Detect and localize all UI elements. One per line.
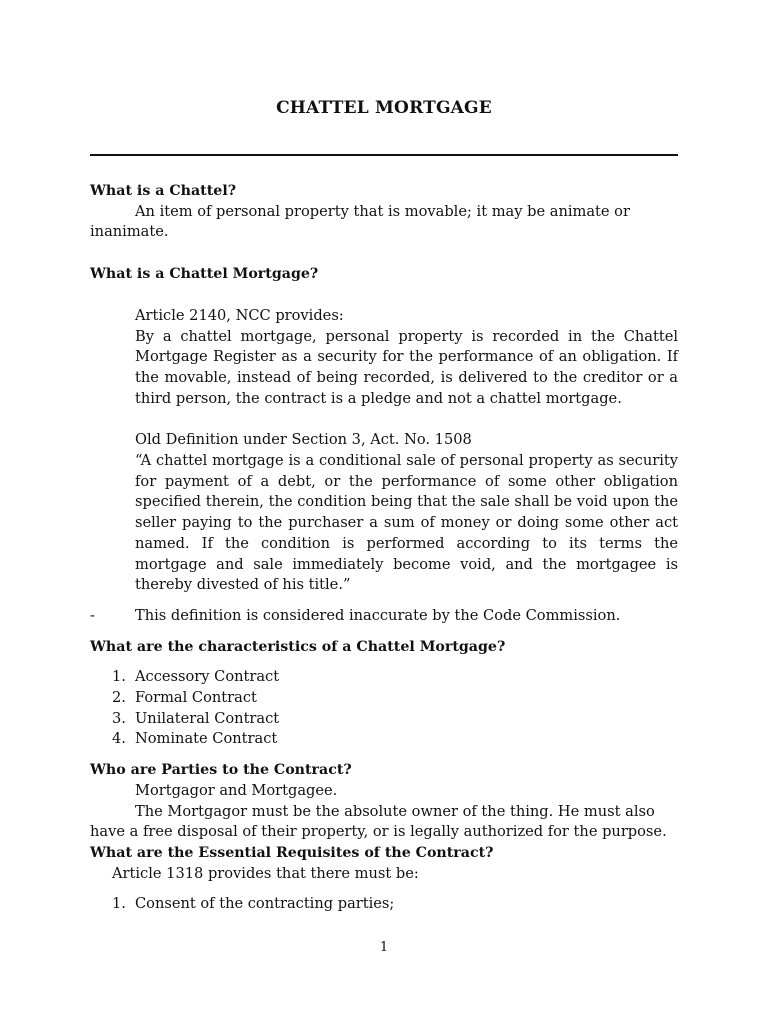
- old-definition-label: Old Definition under Section 3, Act. No. 1508: [135, 431, 472, 449]
- old-definition-block: [90, 430, 678, 596]
- list-item-text: Accessory Contract: [135, 668, 280, 686]
- chattel-definition: An item of personal property that is movable; it may be animate or inanimate.: [90, 202, 630, 241]
- list-item-text: Nominate Contract: [135, 730, 278, 748]
- heading-parties: Who are Parties to the Contract?: [90, 762, 352, 779]
- article-2140-text: By a chattel mortgage, personal property is recorded in the Chattel Mortgage Register as a security for the performance of an obligation. If the movable, instead of being recorded, is delivered to the creditor or a third person, the contract is a pledge and not a chattel mortgage.: [135, 327, 678, 407]
- document-title: CHATTEL MORTGAGE: [276, 98, 492, 118]
- heading-characteristics: What are the characteristics of a Chattel Mortgage?: [90, 638, 506, 655]
- note-dash: -: [90, 606, 95, 624]
- article-2140-block: [90, 306, 678, 410]
- list-item-number: 2.: [112, 689, 126, 707]
- old-definition-text: “A chattel mortgage is a conditional sale of personal property as security for payment of a debt, or the performance of some other obligation specified therein, the condition being that the sale shall be void upon the seller paying to the purchaser a sum of money or doing some other act named. If the condition is performed according to its terms the mortgage and sale immediately become void, and the mortgagee is thereby divested of his title.”: [135, 452, 678, 594]
- definition-note: [90, 606, 678, 627]
- parties-line-2: The Mortgagor must be the absolute owner of the thing. He must also have a free disposal of their property, or is legally authorized for the purpose.: [90, 802, 667, 841]
- list-item: [112, 667, 678, 688]
- list-item-number: 1.: [112, 668, 126, 686]
- heading-requisites: What are the Essential Requisites of the Contract?: [90, 844, 494, 861]
- title-divider: [90, 154, 678, 156]
- heading-what-is-chattel: What is a Chattel?: [90, 183, 237, 199]
- list-item: [112, 894, 678, 915]
- page-number: 1: [379, 940, 389, 955]
- note-text: This definition is considered inaccurate by the Code Commission.: [135, 606, 621, 624]
- article-2140-label: Article 2140, NCC provides:: [135, 306, 344, 324]
- characteristics-list: [90, 667, 678, 750]
- heading-what-is-chattel-mortgage: What is a Chattel Mortgage?: [90, 266, 319, 283]
- list-item-number: 1.: [112, 895, 126, 913]
- list-item-text: Unilateral Contract: [135, 709, 280, 727]
- list-item-text: Formal Contract: [135, 689, 257, 707]
- parties-line-1: Mortgagor and Mortgagee.: [135, 781, 338, 799]
- document-body: [90, 181, 678, 915]
- list-item: [112, 709, 678, 730]
- requisites-intro: Article 1318 provides that there must be:: [112, 864, 419, 882]
- list-item: [112, 688, 678, 709]
- requisites-list: [90, 894, 678, 915]
- list-item-number: 4.: [112, 730, 126, 748]
- list-item-number: 3.: [112, 709, 126, 727]
- list-item-text: Consent of the contracting parties;: [135, 895, 395, 913]
- list-item: [112, 729, 678, 750]
